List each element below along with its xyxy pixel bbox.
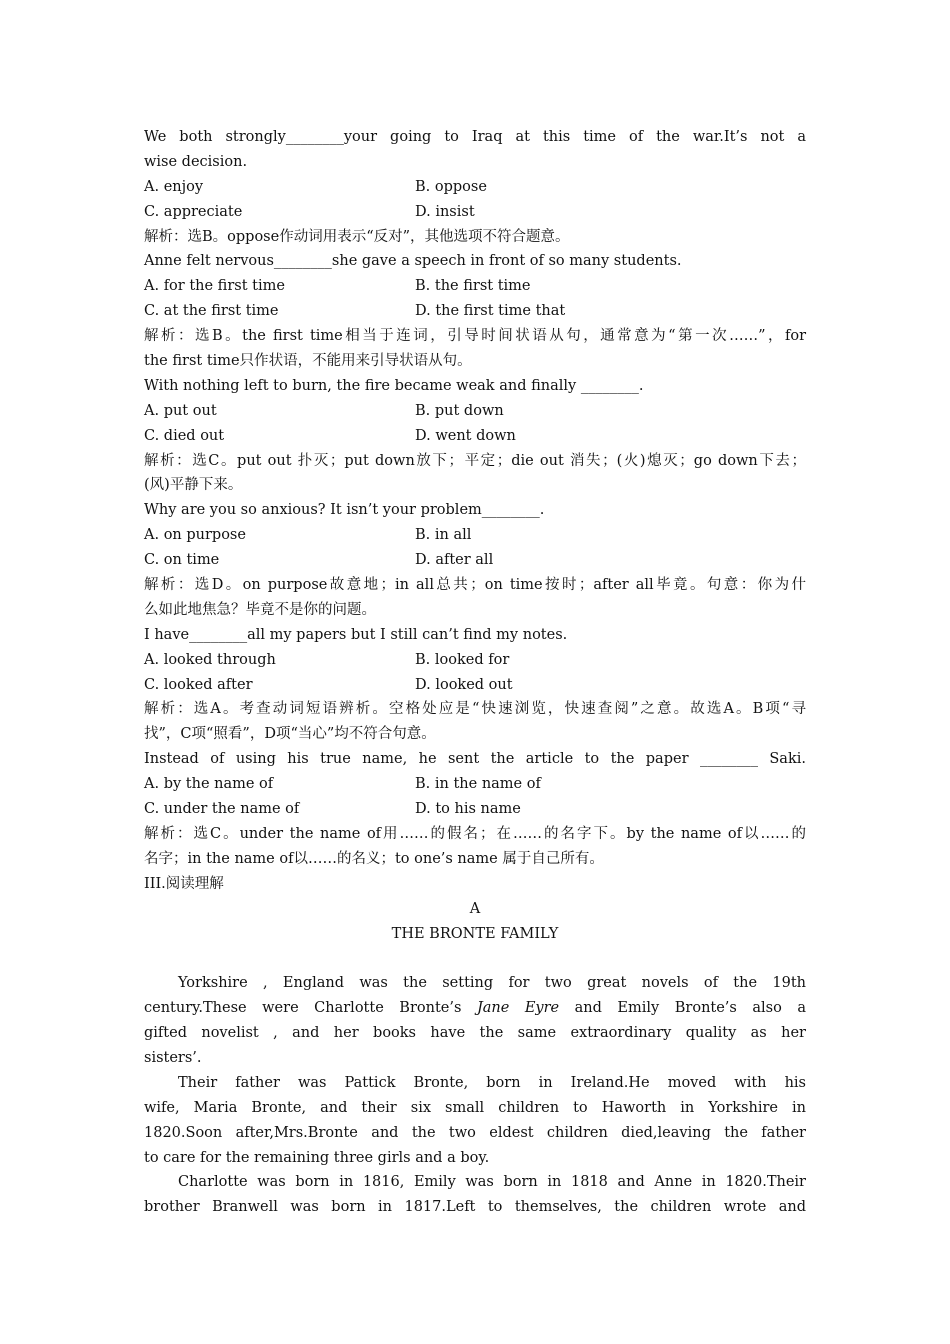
passage-line: Charlotte was born in 1816, Emily was born in 1818 and Anne in 1820.Their — [178, 1174, 806, 1191]
passage-line — [144, 996, 806, 1021]
option-c: C. under the name of — [144, 801, 300, 818]
options-row — [144, 175, 806, 200]
options-row — [144, 648, 806, 673]
analysis-text: (风)平静下来。 — [144, 477, 243, 494]
option-a: A. enjoy — [144, 178, 204, 195]
options-row — [144, 274, 806, 299]
options-row — [144, 548, 806, 573]
option-c: C. at the first time — [144, 303, 279, 320]
passage-paragraph-2 — [144, 1071, 806, 1171]
analysis-text: 找”，C项“照看”，D项“当心”均不符合句意。 — [144, 726, 436, 743]
option-a: A. by the name of — [144, 776, 274, 793]
options-row — [144, 523, 806, 548]
analysis-text: 名字；in the name of以……的名义；to one’s name 属于自己所有。 — [144, 850, 604, 867]
passage-line: Yorkshire , England was the setting for two great novels of the 19th — [178, 975, 806, 992]
passage-paragraph-1 — [144, 971, 806, 1071]
option-a: A. looked through — [144, 651, 276, 668]
option-d: D. the first time that — [415, 303, 566, 320]
passage-line: brother Branwell was born in 1817.Left to themselves, the children wrote and — [144, 1199, 806, 1216]
option-b: B. oppose — [415, 178, 487, 195]
option-c: C. on time — [144, 552, 220, 569]
question-6 — [144, 747, 806, 871]
options-row — [144, 797, 806, 822]
option-a: A. put out — [144, 402, 217, 419]
section-heading: III.阅读理解 — [144, 875, 224, 892]
option-a: A. on purpose — [144, 527, 246, 544]
book-title: Jane Eyre — [476, 1000, 560, 1017]
passage-paragraph-3 — [144, 1170, 806, 1220]
option-a: A. for the first time — [144, 278, 285, 295]
options-row — [144, 200, 806, 225]
analysis-text: 解析：选C。under the name of用……的假名；在……的名字下。by the name of以……的 — [144, 825, 806, 842]
passage-text: century.These were Charlotte Bronte’s — [144, 1000, 477, 1017]
option-b: B. looked for — [415, 651, 510, 668]
passage-line: 1820.Soon after,Mrs.Bronte and the two eldest children died,leaving the father — [144, 1124, 806, 1141]
question-stem: With nothing left to burn, the fire became weak and finally ________. — [144, 377, 644, 394]
option-b: B. in all — [415, 527, 472, 544]
passage-text: and Emily Bronte’s also a — [559, 1000, 806, 1017]
option-d: D. after all — [415, 552, 494, 569]
options-row — [144, 772, 806, 797]
options-row — [144, 673, 806, 698]
analysis-text: 解析：选B。oppose作动词用表示“反对”，其他选项不符合题意。 — [144, 228, 570, 245]
document-page — [144, 125, 806, 1220]
question-4 — [144, 498, 806, 622]
passage-line: wife, Maria Bronte, and their six small children to Haworth in Yorkshire in — [144, 1099, 806, 1116]
option-d: D. to his name — [415, 801, 521, 818]
question-stem: We both strongly________your going to Iraq at this time of the war.It’s not a — [144, 129, 806, 145]
option-c: C. appreciate — [144, 203, 243, 220]
passage-line: gifted novelist , and her books have the same extraordinary quality as her — [144, 1025, 806, 1042]
options-row — [144, 424, 806, 449]
question-2 — [144, 249, 806, 373]
question-3 — [144, 374, 806, 498]
passage-line: to care for the remaining three girls and a boy. — [144, 1149, 490, 1166]
option-c: C. died out — [144, 427, 225, 444]
analysis-text: 解析：选A。考查动词短语辨析。空格处应是“快速浏览，快速查阅”之意。故选A。B项“寻 — [144, 701, 806, 718]
passage-line: sisters’. — [144, 1049, 202, 1066]
passage-line: Their father was Pattick Bronte, born in Ireland.He moved with his — [178, 1074, 806, 1091]
option-d: D. went down — [415, 427, 516, 444]
question-stem: I have________all my papers but I still can’t find my notes. — [144, 626, 568, 643]
options-row — [144, 399, 806, 424]
question-stem: wise decision. — [144, 153, 248, 170]
question-1 — [144, 125, 806, 249]
option-b: B. put down — [415, 402, 504, 419]
option-c: C. looked after — [144, 676, 253, 693]
option-b: B. in the name of — [415, 776, 541, 793]
analysis-text: 解析：选B。the first time相当于连词，引导时间状语从句，通常意为“第一次……”，for — [144, 328, 806, 345]
spacer — [144, 946, 806, 971]
analysis-text: 么如此地焦急？毕竟不是你的问题。 — [144, 601, 376, 618]
option-b: B. the first time — [415, 278, 531, 295]
question-stem: Anne felt nervous________she gave a speech in front of so many students. — [144, 253, 682, 270]
question-stem: Instead of using his true name, he sent the article to the paper ________ Saki. — [144, 751, 806, 768]
analysis-text: 解析：选D。on purpose故意地；in all总共；on time按时；after all毕竟。句意：你为什 — [144, 577, 806, 594]
passage-letter: A — [469, 900, 481, 917]
question-stem: Why are you so anxious? It isn’t your problem________. — [144, 502, 545, 519]
option-d: D. insist — [415, 203, 475, 220]
analysis-text: 解析：选C。put out 扑灭；put down放下；平定；die out 消失；(火)熄灭；go down下去； — [144, 452, 806, 469]
options-row — [144, 299, 806, 324]
passage-title: THE BRONTE FAMILY — [391, 925, 559, 942]
option-d: D. looked out — [415, 676, 513, 693]
analysis-text: the first time只作状语，不能用来引导状语从句。 — [144, 353, 472, 370]
question-5 — [144, 623, 806, 747]
